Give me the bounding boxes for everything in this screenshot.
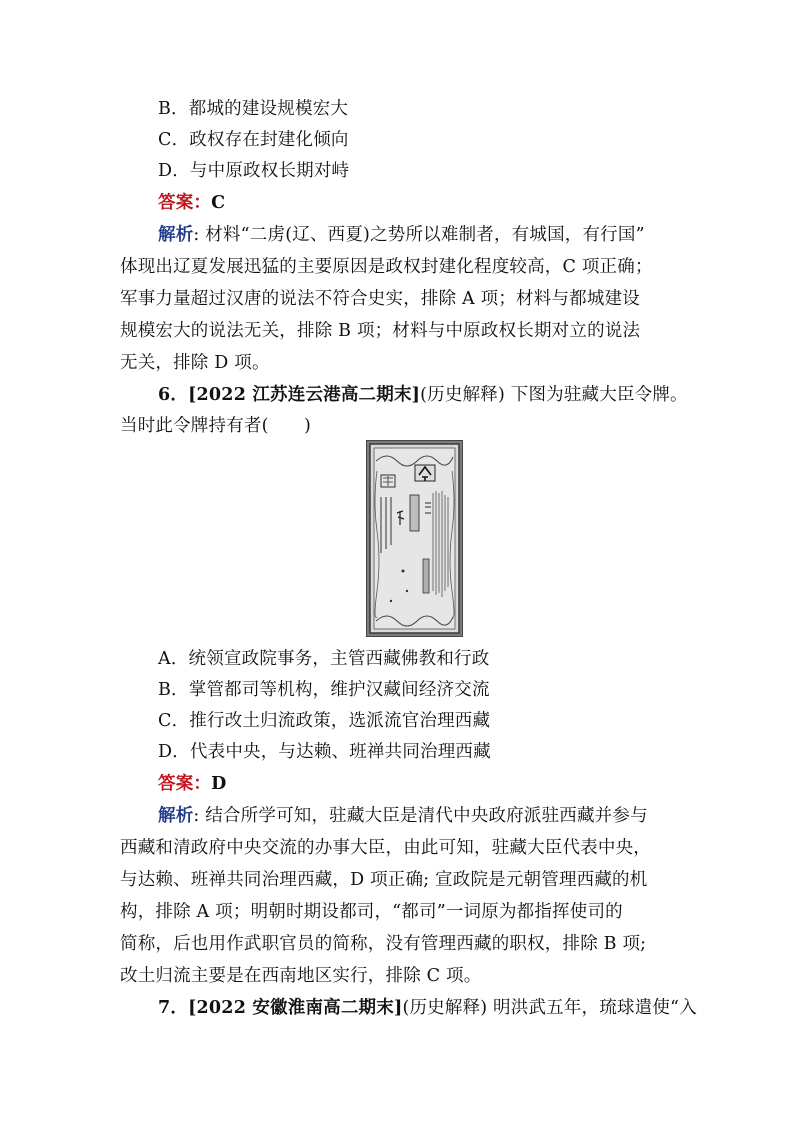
token-illustration	[367, 441, 462, 636]
q6-stem-line-2: 当时此令牌持有者( )	[120, 416, 312, 436]
q5-answer-value: C	[211, 193, 226, 213]
q7-number: 7．	[158, 998, 189, 1018]
q6-analysis-line-2: 西藏和清政府中央交流的办事大臣，由此可知，驻藏大臣代表中央，	[120, 838, 651, 858]
q6-analysis-line-4: 构，排除 A 项；明朝时期设都司，“都司”一词原为都指挥使司的	[120, 902, 623, 922]
q6-answer-value: D	[211, 774, 227, 794]
q7-source: [2022 安徽淮南高二期末]	[188, 998, 403, 1018]
q5-analysis-line-5: 无关，排除 D 项。	[120, 353, 270, 373]
q6-option-d: D．代表中央，与达赖、班禅共同治理西藏	[158, 742, 491, 762]
q7-stem-line-1	[158, 994, 697, 1022]
q6-analysis-text-1: : 结合所学可知，驻藏大臣是清代中央政府派驻西藏并参与	[193, 806, 648, 826]
q6-stem-line-1	[158, 381, 688, 409]
q7-stem-rest: (历史解释) 明洪武五年，琉球遣使“入	[402, 998, 697, 1018]
q5-analysis-line-3: 军事力量超过汉唐的说法不符合史实，排除 A 项；材料与都城建设	[120, 289, 640, 309]
q6-stem-rest: (历史解释) 下图为驻藏大臣令牌。	[420, 385, 688, 405]
q5-option-b: B．都城的建设规模宏大	[158, 99, 349, 119]
q6-analysis-line-6: 改土归流主要是在西南地区实行，排除 C 项。	[120, 966, 482, 986]
q5-option-c: C．政权存在封建化倾向	[158, 130, 349, 150]
token-image	[366, 440, 463, 637]
q6-answer-label: 答案：	[158, 774, 212, 794]
q5-analysis-label: 解析	[158, 225, 194, 245]
q6-analysis-line-3: 与达赖、班禅共同治理西藏，D 项正确; 宣政院是元朝管理西藏的机	[120, 870, 648, 890]
q5-answer-label: 答案：	[158, 193, 212, 213]
q5-analysis-line-2: 体现出辽夏发展迅猛的主要原因是政权封建化程度较高，C 项正确；	[120, 257, 653, 277]
q6-source: [2022 江苏连云港高二期末]	[188, 385, 421, 405]
q6-option-c: C．推行改土归流政策，选派流官治理西藏	[158, 711, 491, 731]
q6-analysis-label: 解析	[158, 806, 194, 826]
q6-answer	[158, 770, 227, 798]
q5-analysis-text-1: : 材料“二虏(辽、西夏)之势所以难制者，有城国，有行国”	[193, 225, 645, 245]
q5-analysis-line-4: 规模宏大的说法无关，排除 B 项；材料与中原政权长期对立的说法	[120, 321, 641, 341]
q6-analysis-line-5: 简称，后也用作武职官员的简称，没有管理西藏的职权，排除 B 项;	[120, 934, 647, 954]
q5-option-d: D．与中原政权长期对峙	[158, 161, 350, 181]
q6-option-a: A．统领宣政院事务，主管西藏佛教和行政	[158, 649, 490, 669]
q5-answer	[158, 189, 225, 217]
q6-analysis-line-1	[158, 802, 648, 830]
q6-number: 6．	[158, 385, 189, 405]
q5-analysis-line-1	[158, 221, 645, 249]
q6-option-b: B．掌管都司等机构，维护汉藏间经济交流	[158, 680, 490, 700]
